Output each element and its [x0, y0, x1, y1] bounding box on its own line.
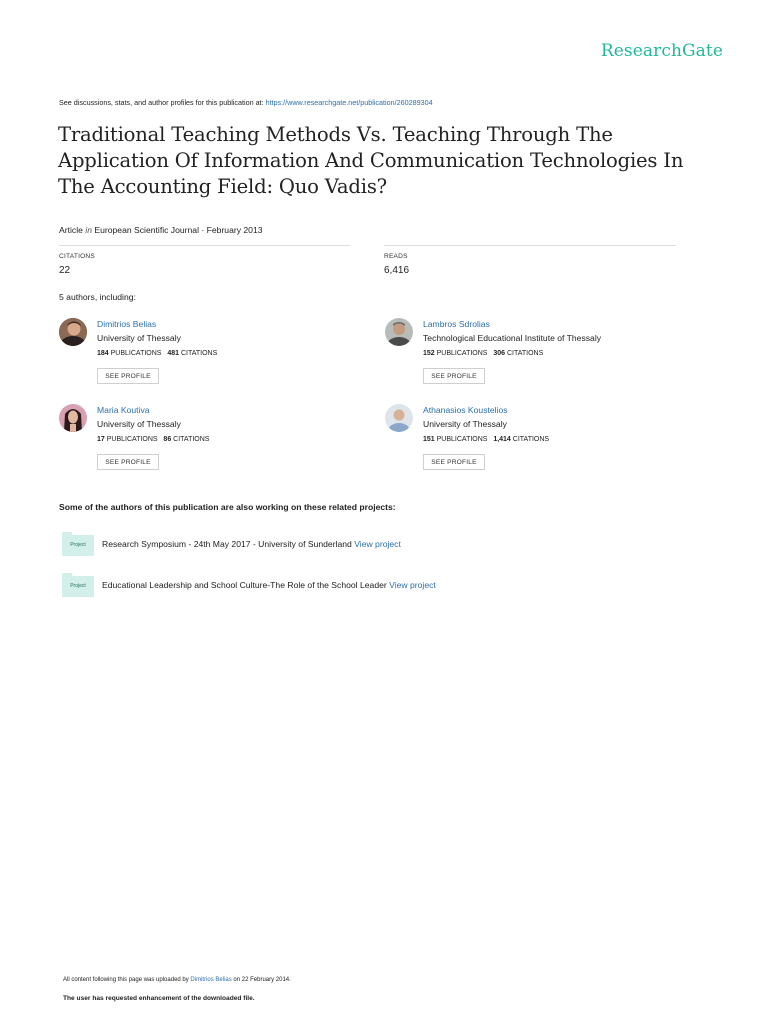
- see-profile-button[interactable]: SEE PROFILE: [423, 368, 485, 384]
- avatar-photo-icon: [59, 318, 87, 346]
- project-item: [102, 580, 436, 590]
- avatar[interactable]: [385, 318, 413, 346]
- reads-value: 6,416: [384, 265, 410, 276]
- citations-value: 22: [59, 265, 71, 276]
- author-affiliation: University of Thessaly: [423, 419, 507, 429]
- author-stats: 184 PUBLICATIONS 481 CITATIONS: [97, 350, 218, 357]
- project-item: [102, 539, 401, 549]
- publication-meta: [59, 225, 263, 235]
- reads-label: READS: [384, 253, 408, 260]
- author-stats: 17 PUBLICATIONS 86 CITATIONS: [97, 436, 210, 443]
- view-project-link[interactable]: View project: [389, 580, 436, 590]
- avatar[interactable]: [385, 404, 413, 432]
- avatar-photo-icon: [385, 318, 413, 346]
- avatar-photo-icon: [385, 404, 413, 432]
- author-name-link[interactable]: Athanasios Koustelios: [423, 405, 508, 415]
- enhancement-note: The user has requested enhancement of the downloaded file.: [63, 995, 255, 1002]
- avatar-photo-icon: [59, 404, 87, 432]
- author-affiliation: University of Thessaly: [97, 333, 181, 343]
- author-stats: 151 PUBLICATIONS 1,414 CITATIONS: [423, 436, 550, 443]
- divider-citations: [59, 245, 350, 246]
- article-type: Article: [59, 225, 83, 235]
- disclaimer: See discussions, stats, and author profiles for this publication at: https://www.researchgate.net/publication/260289304: [59, 98, 433, 107]
- avatar[interactable]: [59, 318, 87, 346]
- author-name-link[interactable]: Maria Koutiva: [97, 405, 150, 415]
- see-profile-button[interactable]: SEE PROFILE: [97, 368, 159, 384]
- see-profile-button[interactable]: SEE PROFILE: [423, 454, 485, 470]
- researchgate-logo[interactable]: ResearchGate: [600, 41, 723, 61]
- project-title: Educational Leadership and School Culture-The Role of the School Leader: [102, 580, 387, 590]
- view-project-link[interactable]: View project: [354, 539, 401, 549]
- related-projects-heading: Some of the authors of this publication are also working on these related projects:: [59, 502, 396, 512]
- author-name-link[interactable]: Lambros Sdrolias: [423, 319, 490, 329]
- publication-url-link[interactable]: https://www.researchgate.net/publication/260289304: [265, 98, 433, 107]
- upload-note: All content following this page was uploaded by Dimitrios Belias on 22 February 2014.: [63, 977, 291, 983]
- citations-label: CITATIONS: [59, 253, 95, 260]
- avatar[interactable]: [59, 404, 87, 432]
- project-folder-icon: Project: [62, 573, 94, 597]
- journal-date: European Scientific Journal · February 2013: [94, 225, 263, 235]
- divider-reads: [384, 245, 676, 246]
- uploader-link[interactable]: Dimitrios Belias: [190, 977, 232, 983]
- authors-heading: 5 authors, including:: [59, 292, 136, 302]
- see-profile-button[interactable]: SEE PROFILE: [97, 454, 159, 470]
- author-affiliation: University of Thessaly: [97, 419, 181, 429]
- project-title: Research Symposium - 24th May 2017 - University of Sunderland: [102, 539, 352, 549]
- author-name-link[interactable]: Dimitrios Belias: [97, 319, 157, 329]
- meta-in: in: [85, 225, 92, 235]
- author-affiliation: Technological Educational Institute of Thessaly: [423, 333, 602, 343]
- publication-title: Traditional Teaching Methods Vs. Teaching Through The Application Of Information And Communication Technologies In The Accounting Field: Quo Vadis?: [58, 123, 684, 198]
- project-folder-icon: Project: [62, 532, 94, 556]
- author-stats: 152 PUBLICATIONS 306 CITATIONS: [423, 350, 544, 357]
